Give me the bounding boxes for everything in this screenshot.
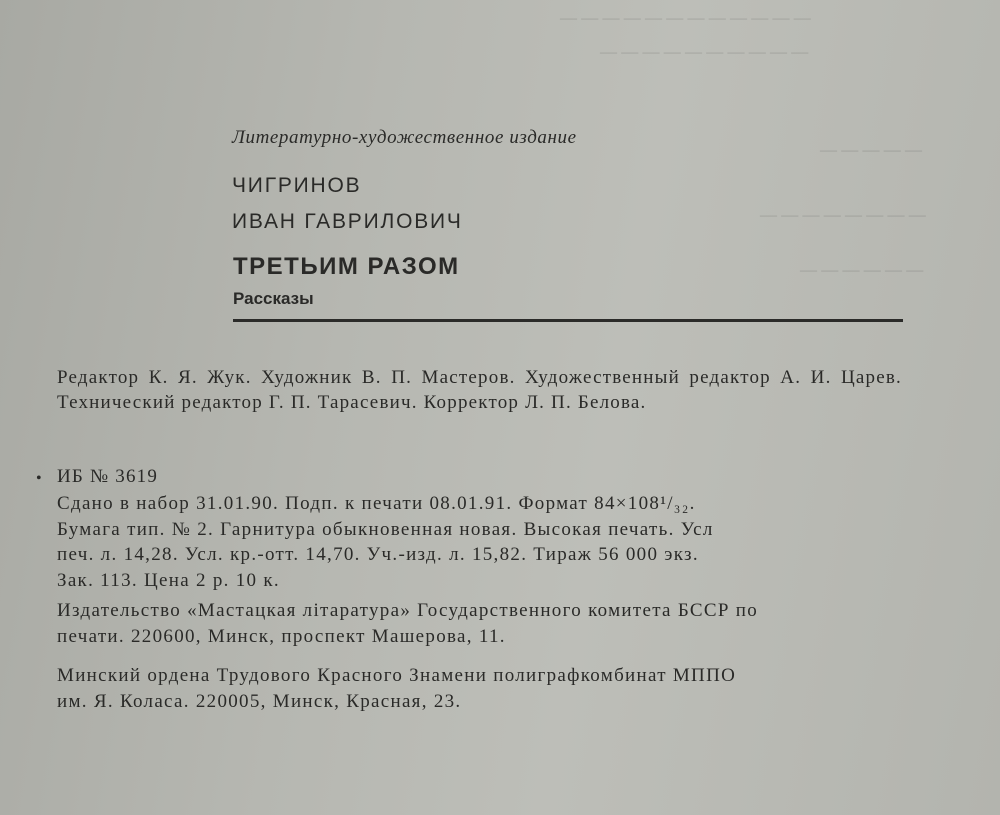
show-through-text: — — — — — — — — xyxy=(760,205,926,224)
print-details-line: Зак. 113. Цена 2 р. 10 к. xyxy=(57,569,280,591)
imprint-type: Литературно-художественное издание xyxy=(232,127,577,148)
publisher-line: печати. 220600, Минск, проспект Машерова, 11. xyxy=(57,625,506,647)
ib-number: ИБ № 3619 xyxy=(57,466,159,487)
author-surname: ЧИГРИНОВ xyxy=(232,174,362,197)
printer-info xyxy=(57,663,736,714)
publisher-line: Издательство «Мастацкая літаратура» Государственного комитета БССР по xyxy=(57,600,759,621)
book-genre: Рассказы xyxy=(233,289,314,308)
print-details xyxy=(57,491,714,593)
printer-line: Минский ордена Трудового Красного Знамени полиграфкомбинат МППО xyxy=(57,665,737,686)
show-through-text: — — — — — — xyxy=(800,260,924,279)
editorial-credits: Редактор К. Я. Жук. Художник В. П. Мастеров. Художественный редактор А. И. Царев. Технический редактор Г. П. Тарасевич. Корректор Л. П. Белова. xyxy=(57,367,902,413)
divider-rule xyxy=(233,319,903,322)
show-through-text: — — — — — xyxy=(820,140,922,159)
author-name: ИВАН ГАВРИЛОВИЧ xyxy=(232,210,463,233)
print-details-line: Бумага тип. № 2. Гарнитура обыкновенная новая. Высокая печать. Усл xyxy=(57,518,714,540)
printer-line: им. Я. Коласа. 220005, Минск, Красная, 23. xyxy=(57,690,462,712)
publisher-info xyxy=(57,598,758,649)
show-through-text: — — — — — — — — — — xyxy=(600,42,809,61)
margin-mark: • xyxy=(36,470,42,487)
book-title: ТРЕТЬИМ РАЗОМ xyxy=(233,253,460,280)
print-details-line: Сдано в набор 31.01.90. Подп. к печати 08.01.91. Формат 84×108¹/₃₂. xyxy=(57,493,696,514)
print-details-line: печ. л. 14,28. Усл. кр.-отт. 14,70. Уч.-изд. л. 15,82. Тираж 56 000 экз. xyxy=(57,544,699,565)
show-through-text: — — — — — — — — — — — — xyxy=(560,8,811,27)
